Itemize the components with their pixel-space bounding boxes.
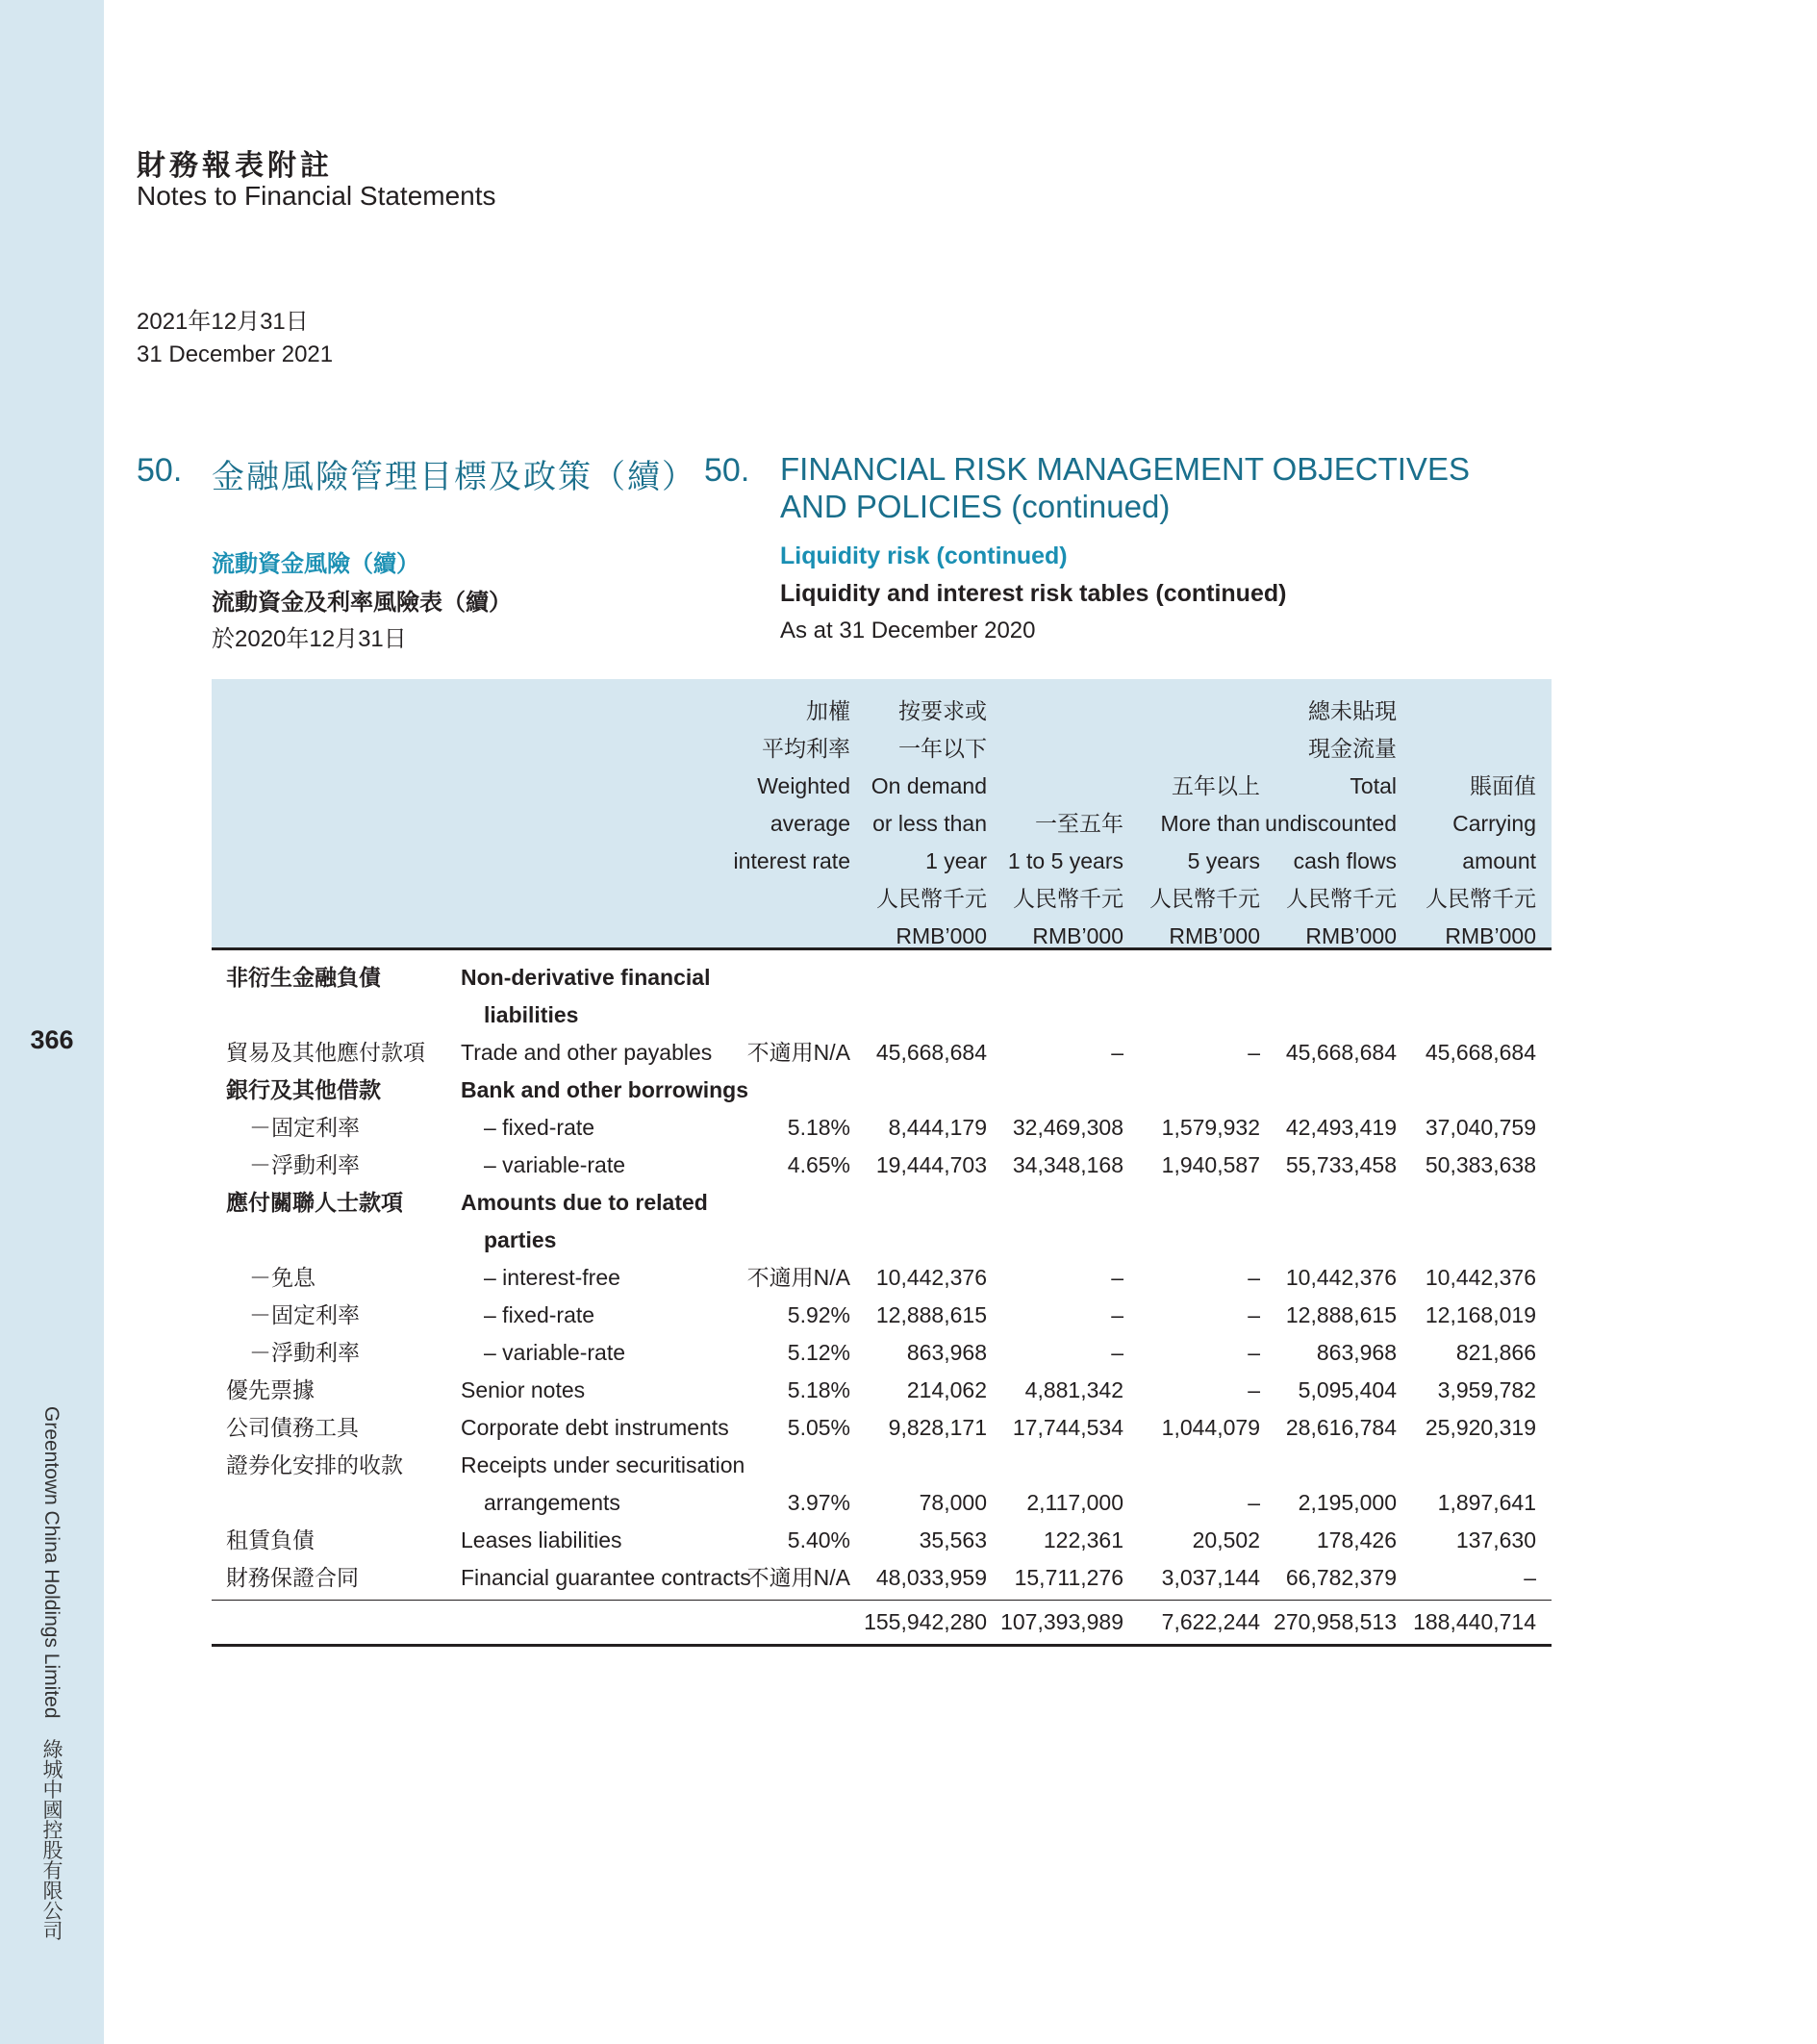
row-label-en: liabilities [484,1002,579,1027]
total-value: 270,958,513 [1274,1609,1397,1634]
table-row [212,1297,1552,1334]
row-value: 8,444,179 [888,1115,987,1140]
row-value: 28,616,784 [1285,1415,1397,1440]
report-date-en: 31 December 2021 [137,341,334,367]
row-value: – [1248,1265,1260,1290]
row-value: 5,095,404 [1298,1377,1397,1402]
row-label-en: Senior notes [461,1377,586,1402]
row-value: 5.05% [787,1415,850,1440]
row-label-zh: 銀行及其他借款 [226,1077,381,1102]
total-value: 188,440,714 [1413,1609,1536,1634]
row-value: 137,630 [1455,1527,1536,1552]
header-total-undiscounted: 總未貼現 現金流量 Total undiscounted cash flows 人民幣千元 RMB’000 [1265,698,1397,948]
row-value: 2,117,000 [1026,1490,1123,1515]
row-value: 不適用N/A [746,1565,850,1590]
table-row [212,1409,1552,1447]
row-value: 45,668,684 [875,1040,987,1065]
table-total-row [212,1600,1552,1647]
company-name-vertical: Greentown China Holdings Limited 綠城中國控股有限公司 [40,1406,63,1941]
row-value: – [1111,1302,1123,1327]
row-value: 1,579,932 [1161,1115,1260,1140]
table-row [212,997,1552,1034]
row-value: 821,866 [1455,1340,1536,1365]
row-label-en: – fixed-rate [484,1302,595,1327]
row-label-en: Corporate debt instruments [461,1415,729,1440]
row-label-zh: －固定利率 [249,1302,360,1327]
row-label-en: – variable-rate [484,1152,626,1177]
row-value: 4,881,342 [1024,1377,1123,1402]
row-value: 不適用N/A [746,1040,850,1065]
header-1-to-5-years: 一至五年 1 to 5 years 人民幣千元 RMB’000 [1007,811,1123,948]
row-label-zh: －固定利率 [249,1115,360,1140]
row-value: 19,444,703 [875,1152,987,1177]
row-value: 5.92% [787,1302,850,1327]
section-number-en: 50. [704,452,750,489]
row-value: 10,442,376 [875,1265,987,1290]
row-label-en: Amounts due to related [461,1190,708,1215]
row-label-zh: 貿易及其他應付款項 [226,1040,425,1065]
table-row [212,1559,1552,1597]
row-label-en: Financial guarantee contracts [461,1565,751,1590]
row-value: – [1111,1340,1123,1365]
subheading-liquidity-en: Liquidity risk (continued) [780,543,1068,569]
row-value: 12,888,615 [875,1302,987,1327]
row-value: – [1111,1040,1123,1065]
row-label-zh: 證券化安排的收款 [226,1452,403,1477]
subheading-liquidity-zh: 流動資金風險（續） [212,551,419,577]
table-row [212,1372,1552,1409]
row-label-zh: 財務保證合同 [226,1565,359,1590]
row-value: 5.18% [787,1115,850,1140]
subheading-tables-zh: 流動資金及利率風險表（續） [212,590,512,616]
row-value: 12,888,615 [1285,1302,1397,1327]
subheading-date-zh: 於2020年12月31日 [212,626,407,652]
table-row [212,1522,1552,1559]
row-value: 178,426 [1316,1527,1397,1552]
row-value: – [1248,1040,1260,1065]
row-value: 25,920,319 [1425,1415,1536,1440]
row-value: 42,493,419 [1285,1115,1397,1140]
row-label-en: – variable-rate [484,1340,626,1365]
table-row [212,1334,1552,1372]
header-weighted-rate: 加權 平均利率 Weighted average interest rate [733,698,850,873]
report-date-zh: 2021年12月31日 [137,309,309,335]
row-value: 5.40% [787,1527,850,1552]
row-value: 2,195,000 [1298,1490,1397,1515]
row-value: 50,383,638 [1425,1152,1536,1177]
total-value: 155,942,280 [864,1609,987,1634]
row-label-en: – fixed-rate [484,1115,595,1140]
table-row [212,1259,1552,1297]
row-value: 122,361 [1043,1527,1123,1552]
row-label-zh: －浮動利率 [249,1152,360,1177]
row-value: 32,469,308 [1012,1115,1123,1140]
table-row [212,1222,1552,1259]
row-value: 17,744,534 [1012,1415,1123,1440]
row-value: – [1248,1490,1260,1515]
table-row [212,1072,1552,1109]
row-value: 55,733,458 [1285,1152,1397,1177]
subheading-tables-en: Liquidity and interest risk tables (continued) [780,580,1287,607]
running-header-zh: 財務報表附註 [137,149,333,183]
row-value: 35,563 [919,1527,987,1552]
section-title-en: FINANCIAL RISK MANAGEMENT OBJECTIVES AND POLICIES (continued) [780,451,1470,524]
section-title-zh: 金融風險管理目標及政策（續） [212,459,696,495]
row-value: 214,062 [906,1377,987,1402]
row-value: 1,897,641 [1437,1490,1536,1515]
row-value: 不適用N/A [746,1265,850,1290]
row-label-en: Leases liabilities [461,1527,622,1552]
table-header [212,679,1552,950]
row-value: – [1248,1377,1260,1402]
row-label-en: Receipts under securitisation [461,1452,745,1477]
row-label-zh: 優先票據 [226,1377,315,1402]
row-value: 10,442,376 [1285,1265,1397,1290]
table-row [212,1484,1552,1522]
table-row [212,1034,1552,1072]
row-label-en: parties [484,1227,557,1252]
row-value: 45,668,684 [1425,1040,1536,1065]
row-label-en: Trade and other payables [461,1040,713,1065]
row-value: – [1524,1565,1536,1590]
row-value: 1,940,587 [1161,1152,1260,1177]
page-number: 366 [30,1025,74,1054]
row-value: 863,968 [1316,1340,1397,1365]
row-value: 12,168,019 [1425,1302,1536,1327]
header-carrying-amount: 賬面值 Carrying amount 人民幣千元 RMB’000 [1426,773,1536,948]
table-row [212,959,1552,997]
row-value: 5.12% [787,1340,850,1365]
row-value: 5.18% [787,1377,850,1402]
running-header-en: Notes to Financial Statements [137,181,496,211]
row-value: 3,037,144 [1161,1565,1260,1590]
row-value: 48,033,959 [875,1565,987,1590]
row-value: 3.97% [787,1490,850,1515]
row-value: 863,968 [906,1340,987,1365]
row-value: – [1111,1265,1123,1290]
table-body [212,959,1552,1597]
table-row [212,1447,1552,1484]
total-value: 107,393,989 [1000,1609,1123,1634]
row-label-zh: 公司債務工具 [226,1415,359,1440]
table-row [212,1147,1552,1184]
row-label-en: Bank and other borrowings [461,1077,749,1102]
header-more-than-5-years: 五年以上 More than 5 years 人民幣千元 RMB’000 [1149,773,1260,948]
row-value: 15,711,276 [1014,1565,1123,1590]
section-number-zh: 50. [137,452,183,489]
subheading-date-en: As at 31 December 2020 [780,618,1036,643]
row-label-en: – interest-free [484,1265,620,1290]
row-value: 66,782,379 [1285,1565,1397,1590]
row-label-zh: 租賃負債 [226,1527,315,1552]
row-value: 4.65% [787,1152,850,1177]
row-label-en: arrangements [484,1490,620,1515]
table-row [212,1184,1552,1222]
row-value: – [1248,1340,1260,1365]
row-label-zh: 非衍生金融負債 [226,965,381,990]
row-value: 37,040,759 [1425,1115,1536,1140]
row-label-zh: －浮動利率 [249,1340,360,1365]
row-value: 45,668,684 [1285,1040,1397,1065]
row-value: 34,348,168 [1012,1152,1123,1177]
row-value: 78,000 [919,1490,987,1515]
row-label-zh: 應付關聯人士款項 [226,1190,403,1215]
row-value: 3,959,782 [1437,1377,1536,1402]
header-on-demand: 按要求或 一年以下 On demand or less than 1 year 人民幣千元 RMB’000 [871,698,987,948]
total-value: 7,622,244 [1161,1609,1260,1634]
row-value: – [1248,1302,1260,1327]
row-value: 20,502 [1192,1527,1260,1552]
row-value: 1,044,079 [1161,1415,1260,1440]
row-value: 10,442,376 [1425,1265,1536,1290]
table-row [212,1109,1552,1147]
row-value: 9,828,171 [888,1415,987,1440]
row-label-zh: －免息 [249,1265,315,1290]
row-label-en: Non-derivative financial [461,965,711,990]
